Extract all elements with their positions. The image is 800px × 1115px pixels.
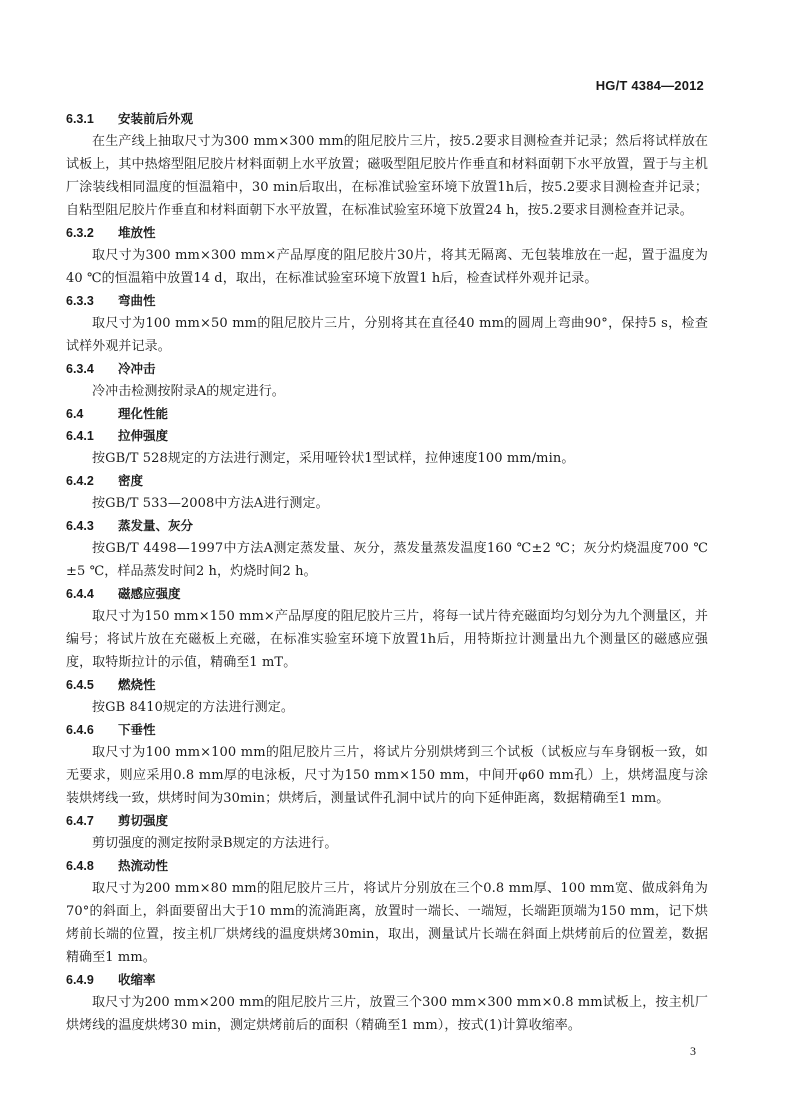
- section-paragraph: 按GB 8410规定的方法进行测定。: [92, 700, 294, 715]
- section-number: 6.4.7: [66, 814, 94, 828]
- section-heading: [66, 290, 708, 312]
- section-paragraph: 取尺寸为200 mm×200 mm的阻尼胶片三片，放置三个300 mm×300 mm×0.8 mm试板上，按主机厂烘烤线的温度烘烤30 min，测定烘烤前后的面积（精确至1 mm），按式(1)计算收缩率。: [66, 995, 708, 1033]
- section-heading: [66, 403, 708, 425]
- section-number: 6.4.1: [66, 429, 94, 443]
- section-title: 堆放性: [118, 226, 156, 240]
- section-paragraph: 取尺寸为300 mm×300 mm×产品厚度的阻尼胶片30片，将其无隔离、无包装堆放在一起，置于温度为40 ℃的恒温箱中放置14 d，取出，在标准试验室环境下放置1 h后，检查试样外观并记录。: [66, 248, 708, 286]
- standard-code-header: HG/T 4384—2012: [595, 78, 704, 93]
- section-6-4-3: [66, 515, 708, 583]
- section-number: 6.4.2: [66, 474, 94, 488]
- section-number: 6.4.4: [66, 587, 94, 601]
- section-paragraph: 按GB/T 528规定的方法进行测定，采用哑铃状1型试样，拉伸速度100 mm/min。: [92, 451, 575, 466]
- section-6-4-6: [66, 719, 708, 810]
- section-6-4-9: [66, 969, 708, 1037]
- section-6-3-4: [66, 358, 708, 403]
- page-number: 3: [690, 1044, 696, 1058]
- section-number: 6.4.9: [66, 973, 94, 987]
- section-6-4-5: [66, 674, 708, 719]
- section-6-3-2: [66, 222, 708, 290]
- section-title: 冷冲击: [118, 362, 156, 376]
- section-number: 6.4.5: [66, 678, 94, 692]
- section-6-4-8: [66, 855, 708, 969]
- section-heading: [66, 674, 708, 696]
- section-6-3-3: [66, 290, 708, 358]
- section-heading: [66, 969, 708, 991]
- section-heading: [66, 470, 708, 492]
- section-paragraph: 按GB/T 4498—1997中方法A测定蒸发量、灰分，蒸发量蒸发温度160 ℃±2 ℃；灰分灼烧温度700 ℃±5 ℃，样品蒸发时间2 h，灼烧时间2 h。: [66, 541, 708, 579]
- section-paragraph: 取尺寸为200 mm×80 mm的阻尼胶片三片，将试片分别放在三个0.8 mm厚、100 mm宽、做成斜角为70°的斜面上，斜面要留出大于10 mm的流淌距离，放置时一端长、一端短，长端距顶端为150 mm，记下烘烤前长端的位置，按主机厂烘烤线的温度烘烤30min，取出，测量试片长端在斜面上烘烤前后的位置差，数据精确至1 mm。: [66, 881, 708, 965]
- section-number: 6.4: [66, 407, 84, 421]
- section-6-3-1: [66, 108, 708, 222]
- section-6-4-2: [66, 470, 708, 515]
- section-title: 蒸发量、灰分: [118, 519, 194, 533]
- section-title: 理化性能: [118, 407, 169, 421]
- section-heading: [66, 358, 708, 380]
- section-paragraph: 取尺寸为100 mm×50 mm的阻尼胶片三片，分别将其在直径40 mm的圆周上弯曲90°，保持5 s，检查试样外观并记录。: [66, 316, 708, 354]
- section-title: 安装前后外观: [118, 112, 194, 126]
- section-title: 收缩率: [118, 973, 156, 987]
- section-number: 6.3.1: [66, 112, 94, 126]
- section-heading: [66, 108, 708, 130]
- section-paragraph: 剪切强度的测定按附录B规定的方法进行。: [92, 836, 338, 851]
- section-title: 剪切强度: [118, 814, 169, 828]
- section-number: 6.4.8: [66, 859, 94, 873]
- section-paragraph: 在生产线上抽取尺寸为300 mm×300 mm的阻尼胶片三片，按5.2要求目测检查并记录；然后将试样放在试板上，其中热熔型阻尼胶片材料面朝上水平放置；磁吸型阻尼胶片作垂直和材料面朝下水平放置，置于与主机厂涂装线相同温度的恒温箱中，30 min后取出，在标准试验室环境下放置1h后，按5.2要求目测检查并记录；自粘型阻尼胶片作垂直和材料面朝下水平放置，在标准试验室环境下放置24 h，按5.2要求目测检查并记录。: [66, 134, 708, 218]
- section-title: 下垂性: [118, 723, 156, 737]
- section-title: 密度: [118, 474, 144, 488]
- section-number: 6.4.3: [66, 519, 94, 533]
- section-title: 拉伸强度: [118, 429, 169, 443]
- section-title: 弯曲性: [118, 294, 156, 308]
- section-title: 磁感应强度: [118, 587, 181, 601]
- section-6-4-7: [66, 810, 708, 855]
- section-heading: [66, 222, 708, 244]
- section-6-4-4: [66, 583, 708, 674]
- section-heading: [66, 719, 708, 741]
- section-6-4-1: [66, 425, 708, 470]
- section-6-4: [66, 403, 708, 425]
- section-paragraph: 冷冲击检测按附录A的规定进行。: [92, 384, 285, 399]
- section-number: 6.3.4: [66, 362, 94, 376]
- section-paragraph: 按GB/T 533—2008中方法A进行测定。: [92, 496, 329, 511]
- section-heading: [66, 515, 708, 537]
- section-heading: [66, 810, 708, 832]
- section-number: 6.3.2: [66, 226, 94, 240]
- section-heading: [66, 583, 708, 605]
- section-title: 燃烧性: [118, 678, 156, 692]
- section-title: 热流动性: [118, 859, 169, 873]
- section-number: 6.4.6: [66, 723, 94, 737]
- section-paragraph: 取尺寸为100 mm×100 mm的阻尼胶片三片，将试片分别烘烤到三个试板（试板应与车身钢板一致，如无要求，则应采用0.8 mm厚的电泳板，尺寸为150 mm×150 mm，中间开φ60 mm孔）上，烘烤温度与涂装烘烤线一致，烘烤时间为30min；烘烤后，测量试件孔洞中试片的向下延伸距离，数据精确至1 mm。: [66, 745, 708, 806]
- section-number: 6.3.3: [66, 294, 94, 308]
- section-heading: [66, 425, 708, 447]
- section-heading: [66, 855, 708, 877]
- document-body: [66, 108, 708, 1037]
- section-paragraph: 取尺寸为150 mm×150 mm×产品厚度的阻尼胶片三片，将每一试片待充磁面均匀划分为九个测量区，并编号；将试片放在充磁板上充磁，在标准实验室环境下放置1h后，用特斯拉计测量出九个测量区的磁感应强度，取特斯拉计的示值，精确至1 mT。: [66, 609, 708, 670]
